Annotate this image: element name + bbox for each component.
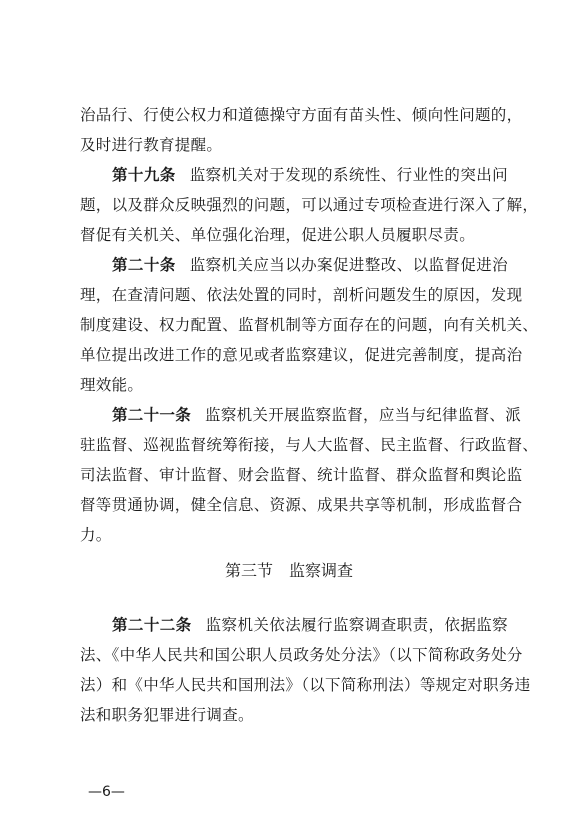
text-line: 监察机关开展监察监督，应当与纪律监督、派 [205, 406, 522, 424]
text-line: 法和职务犯罪进行调查。 [80, 706, 254, 724]
section-heading: 第三节 监察调查 [224, 561, 353, 580]
article-19-first-line [112, 160, 508, 190]
text-line: 治品行、行使公权力和道德操守方面有苗头性、倾向性问题的， [80, 106, 523, 124]
text-line: 力。 [80, 526, 112, 544]
text-line: 司法监督、审计监督、财会监督、统计监督、群众监督和舆论监 [80, 466, 523, 484]
text-line: 驻监督、巡视监督统筹衔接，与人大监督、民主监督、行政监督、 [80, 436, 539, 454]
text-line: 监察机关对于发现的系统性、行业性的突出问 [189, 166, 508, 184]
article-22-first-line [112, 610, 508, 640]
text-line: 理效能。 [80, 376, 144, 394]
text-line: 法）和《中华人民共和国刑法》（以下简称刑法）等规定对职务违 [80, 676, 531, 694]
text-line: 制度建设、权力配置、监督机制等方面存在的问题，向有关机关、 [80, 316, 539, 334]
text-line: 法、《中华人民共和国公职人员政务处分法》（以下简称政务处分 [80, 646, 523, 664]
page-number: —6— [88, 784, 125, 800]
text-line: 及时进行教育提醒。 [80, 136, 223, 154]
article-label: 第二十二条 [112, 616, 192, 634]
article-label: 第二十条 [112, 256, 176, 274]
text-line: 题，以及群众反映强烈的问题，可以通过专项检查进行深入了解， [80, 196, 539, 214]
text-line: 监察机关依法履行监察调查职责，依据监察 [205, 616, 508, 634]
text-line: 督等贯通协调，健全信息、资源、成果共享等机制，形成监督合 [80, 496, 523, 514]
text-line: 单位提出改进工作的意见或者监察建议，促进完善制度，提高治 [80, 346, 523, 364]
article-label: 第十九条 [112, 166, 176, 184]
article-label: 第二十一条 [112, 406, 192, 424]
text-line: 理，在查清问题、依法处置的同时，剖析问题发生的原因，发现 [80, 286, 523, 304]
text-line: 督促有关机关、单位强化治理，促进公职人员履职尽责。 [80, 226, 476, 244]
article-20-first-line [112, 250, 508, 280]
article-21-first-line [112, 400, 522, 430]
text-line: 监察机关应当以办案促进整改、以监督促进治 [189, 256, 508, 274]
